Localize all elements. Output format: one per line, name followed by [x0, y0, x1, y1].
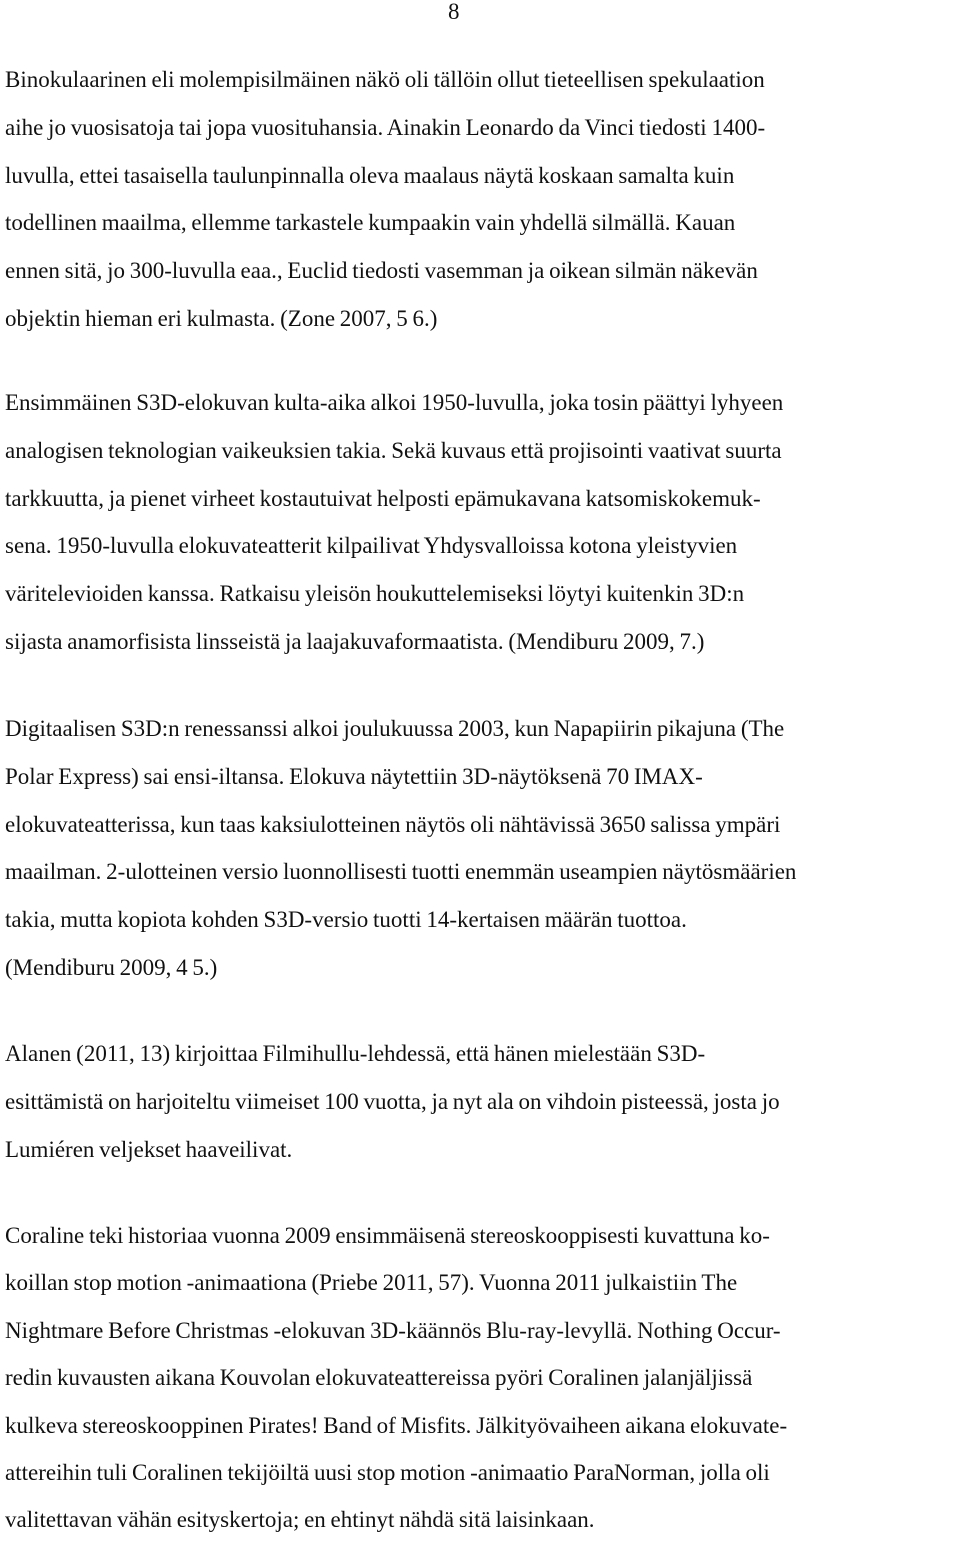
text-line: Alanen (2011, 13) kirjoittaa Filmihullu-lehdessä, että hänen mielestään S3D- [5, 1041, 706, 1066]
text-line: valitettavan vähän esityskertoja; en ehtinyt nähdä sitä laisinkaan. [5, 1507, 595, 1533]
paragraph-s3d-golden-age [5, 379, 783, 666]
text-line: maailman. 2-ulotteinen versio luonnollisesti tuotti enemmän useampien näytösmäärien [5, 859, 797, 885]
text-line: sijasta anamorfisista linsseistä ja laajakuvaformaatista. (Mendiburu 2009, 7.) [5, 628, 705, 654]
text-line: luvulla, ettei tasaisella taulunpinnalla oleva maalaus näytä koskaan samalta kuin [5, 162, 735, 188]
text-line: Coraline teki historiaa vuonna 2009 ensimmäisenä stereoskooppisesti kuvattuna ko- [5, 1223, 770, 1248]
text-line: Polar Express) sai ensi-iltansa. Elokuva näytettiin 3D-näytöksenä 70 IMAX- [5, 763, 703, 789]
paragraph-coraline-history [5, 1212, 787, 1544]
text-line: tarkkuutta, ja pienet virheet kostautuivat helposti epämukavana katsomiskokemuk- [5, 485, 761, 511]
text-line: Digitaalisen S3D:n renessanssi alkoi joulukuussa 2003, kun Napapiirin pikajuna (The [5, 716, 785, 741]
text-line: analogisen teknologian vaikeuksien takia. Sekä kuvaus että projisointi vaativat suurta [5, 437, 782, 463]
text-line: objektin hieman eri kulmasta. (Zone 2007, 5 6.) [5, 305, 438, 331]
text-line: esittämistä on harjoiteltu viimeiset 100 vuotta, ja nyt ala on vihdoin pisteessä, josta jo [5, 1088, 780, 1114]
text-line: redin kuvausten aikana Kouvolan elokuvateattereissa pyöri Coralinen jalanjäljissä [5, 1365, 753, 1391]
text-line: Binokulaarinen eli molempisilmäinen näkö oli tällöin ollut tieteellisen spekulaation [5, 67, 765, 92]
text-line: attereihin tuli Coralinen tekijöiltä uusi stop motion -animaatio ParaNorman, jolla oli [5, 1460, 770, 1486]
paragraph-alanen-quote [5, 1030, 780, 1173]
text-line: ennen sitä, jo 300-luvulla eaa., Euclid tiedosti vasemman ja oikean silmän näkevän [5, 258, 758, 284]
text-line: todellinen maailma, ellemme tarkastele kumpaakin vain yhdellä silmällä. Kauan [5, 210, 736, 236]
text-line: (Mendiburu 2009, 4 5.) [5, 954, 218, 980]
text-line: Ensimmäinen S3D-elokuvan kulta-aika alkoi 1950-luvulla, joka tosin päättyi lyhyeen [5, 390, 784, 415]
paragraph-digital-s3d-renaissance [5, 705, 796, 992]
text-line: Nightmare Before Christmas -elokuvan 3D-käännös Blu-ray-levyllä. Nothing Occur- [5, 1317, 781, 1343]
text-line: sena. 1950-luvulla elokuvateatterit kilpailivat Yhdysvalloissa kotona yleistyvien [5, 533, 738, 559]
text-line: väritelevioiden kanssa. Ratkaisu yleisön houkuttelemiseksi löytyi kuitenkin 3D:n [5, 581, 745, 607]
text-line: aihe jo vuosisatoja tai jopa vuosituhansia. Ainakin Leonardo da Vinci tiedosti 1400- [5, 114, 766, 140]
text-line: takia, mutta kopiota kohden S3D-versio tuotti 14-kertaisen määrän tuottoa. [5, 907, 687, 933]
text-line: koillan stop motion -animaationa (Priebe 2011, 57). Vuonna 2011 julkaistiin The [5, 1270, 738, 1296]
text-line: kulkeva stereoskooppinen Pirates! Band of Misfits. Jälkityövaiheen aikana elokuvate- [5, 1412, 788, 1438]
text-line: Lumiéren veljekset haaveilivat. [5, 1136, 293, 1162]
paragraph-binocular-vision [5, 56, 765, 343]
text-line: elokuvateatterissa, kun taas kaksiulotteinen näytös oli nähtävissä 3650 salissa ympäri [5, 811, 781, 837]
page-number: 8 [448, 0, 460, 24]
